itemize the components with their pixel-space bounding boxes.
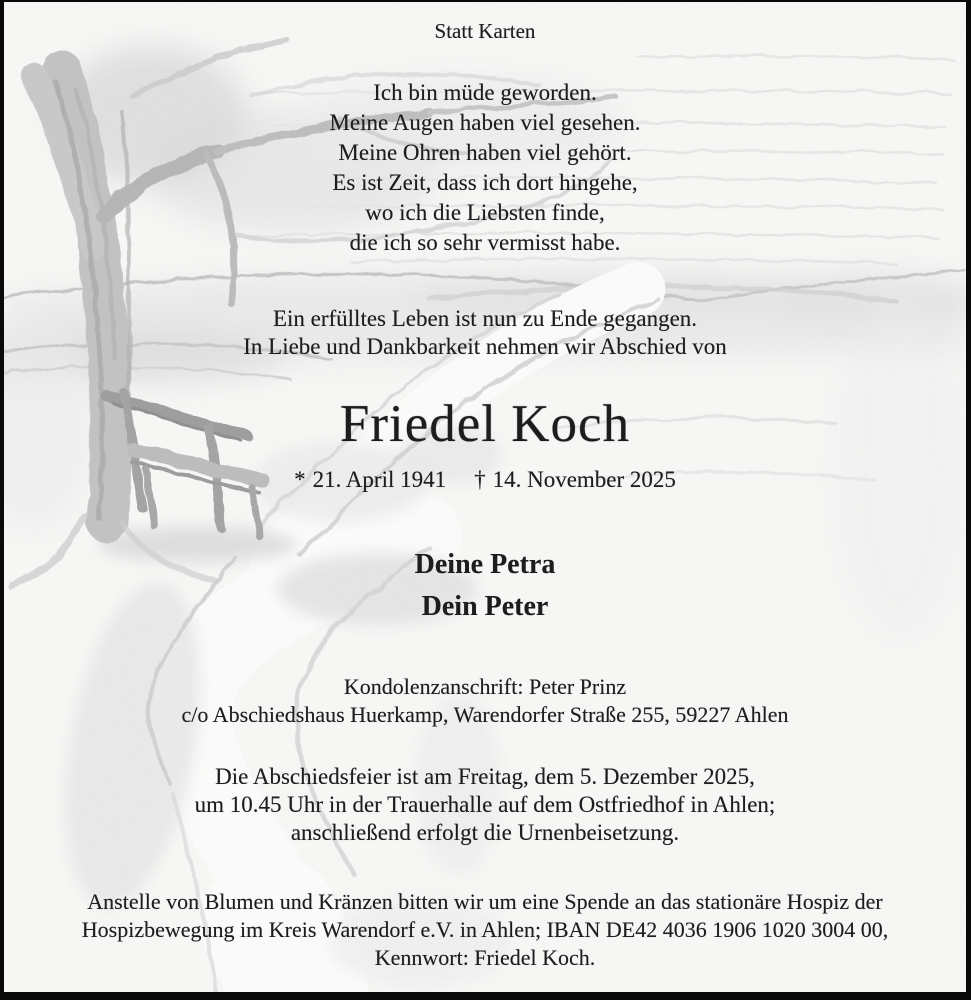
donation-line: Anstelle von Blumen und Kränzen bitten wir um eine Spende an das stationäre Hospiz der	[87, 889, 883, 914]
ceremony-line: um 10.45 Uhr in der Trauerhalle auf dem Ostfriedhof in Ahlen;	[194, 792, 776, 817]
mourner-line: Deine Petra	[414, 549, 556, 580]
died-cross-symbol: †	[474, 467, 486, 492]
mourners	[4, 544, 966, 628]
donation-line: Hospizbewegung im Kreis Warendorf e.V. in Ahlen; IBAN DE42 4036 1906 1020 3004 00,	[81, 917, 889, 942]
ceremony-line: anschließend erfolgt die Urnenbeisetzung.	[290, 820, 680, 845]
memorial-poem	[4, 78, 966, 258]
donation-request	[4, 888, 966, 972]
death-date-text: 14. November 2025	[492, 467, 676, 492]
poem-line: Meine Augen haben viel gesehen.	[329, 110, 641, 135]
farewell-intro	[4, 305, 966, 361]
condolence-line: Kondolenzanschrift: Peter Prinz	[343, 674, 627, 699]
deceased-name: Friedel Koch	[339, 395, 631, 453]
ceremony-line: Die Abschiedsfeier ist am Freitag, dem 5. Dezember 2025,	[215, 764, 755, 789]
death-date	[474, 466, 676, 493]
intro-line: Ein erfülltes Leben ist nun zu Ende gegangen.	[272, 306, 698, 331]
birth-date	[294, 466, 446, 493]
intro-line: In Liebe und Dankbarkeit nehmen wir Abschied von	[243, 334, 727, 359]
donation-line: Kennwort: Friedel Koch.	[374, 945, 596, 970]
poem-line: wo ich die Liebsten finde,	[365, 200, 605, 225]
poem-line: Meine Ohren haben viel gehört.	[338, 140, 632, 165]
birth-date-text: 21. April 1941	[312, 467, 447, 492]
condolence-address	[4, 673, 966, 729]
pre-header: Statt Karten	[434, 19, 536, 43]
born-symbol: *	[294, 467, 306, 492]
poem-line: die ich so sehr vermisst habe.	[349, 230, 621, 255]
life-dates	[4, 466, 966, 493]
poem-line: Es ist Zeit, dass ich dort hingehe,	[332, 170, 638, 195]
poem-line: Ich bin müde geworden.	[373, 80, 597, 105]
ceremony-details	[4, 763, 966, 847]
condolence-line: c/o Abschiedshaus Huerkamp, Warendorfer Straße 255, 59227 Ahlen	[181, 702, 789, 727]
mourner-line: Dein Peter	[421, 591, 549, 622]
